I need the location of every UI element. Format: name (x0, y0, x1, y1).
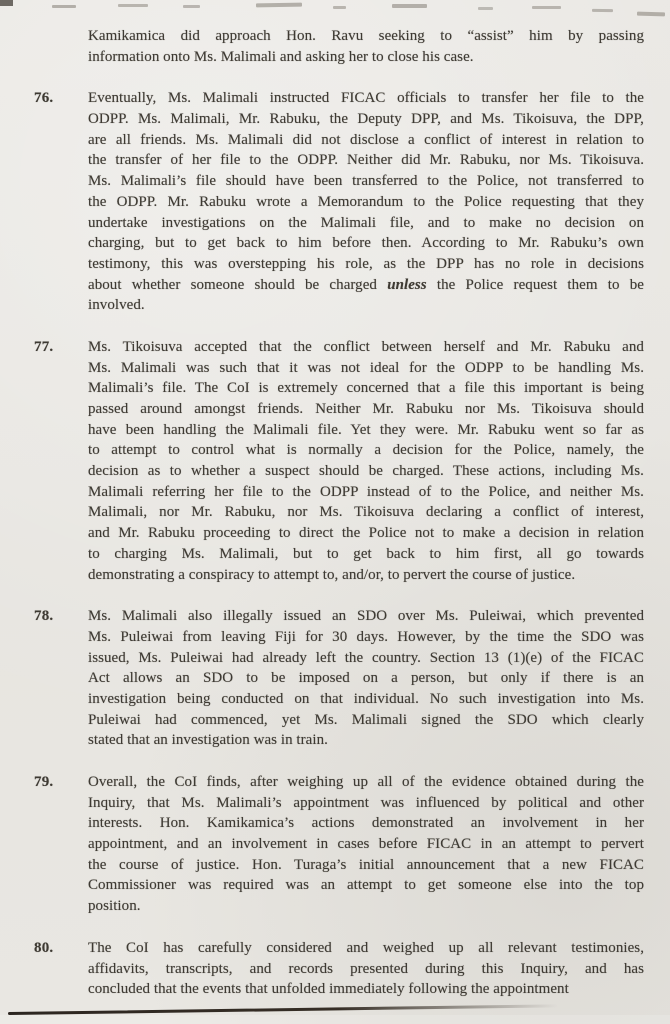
text-line: testimony, this was overstepping his role, as the DPP has no role in decisions (88, 255, 644, 272)
scan-artifact-dash (256, 3, 302, 8)
scan-artifact-corner (0, 0, 13, 6)
text-line: Malimali’s file. The CoI is extremely concerned that a file this important is being (88, 380, 644, 397)
text-line: have been handling the Malimali file. Yet they were. Mr. Rabuku went so far as (88, 421, 644, 438)
paragraph-number: 77. (34, 338, 54, 355)
text-line: decision as to whether a suspect should be charged. These actions, including Ms. (88, 463, 644, 480)
paragraph-number: 78. (34, 608, 54, 625)
text-line: Inquiry, that Ms. Malimali’s appointment was influenced by political and other (88, 794, 644, 811)
scan-artifact-dash (52, 5, 76, 8)
text-line: interests. Hon. Kamikamica’s actions demonstrated an involvement in her (88, 815, 644, 832)
page-edge-below-strip (0, 1015, 670, 1024)
text-line: investigation being conducted on that individual. No such investigation into Ms. (88, 690, 644, 707)
scan-artifact-dash (532, 6, 561, 9)
text-line: involved. (88, 297, 145, 314)
text-line: Puleiwai had commenced, yet Ms. Malimali signed the SDO which clearly (88, 711, 644, 728)
scan-artifact-dash (592, 9, 613, 12)
paragraph-text (88, 606, 644, 751)
scan-artifact-dash (118, 4, 148, 7)
text-line: charging, but to get back to him before then. According to Mr. Rabuku’s own (88, 235, 644, 252)
paragraph-number: 80. (34, 939, 54, 956)
paragraph-text (88, 772, 644, 917)
text-line: Ms. Malimali’s file should have been transferred to the Police, not transferred to (88, 173, 644, 190)
text-line: to attempt to control what is normally a decision for the Police, namely, the (88, 442, 644, 459)
text-line: Kamikamica did approach Hon. Ravu seeking to “assist” him by passing (88, 28, 644, 44)
text-line: are all friends. Ms. Malimali did not disclose a conflict of interest in relation to (88, 131, 644, 148)
paragraph (0, 337, 670, 585)
paragraph (0, 88, 670, 316)
text-line: Malimali, nor Mr. Rabuku, nor Ms. Tikoisuva declaring a conflict of interest, (88, 504, 644, 521)
paragraph (0, 938, 670, 1000)
paragraph-text (88, 938, 644, 1000)
text-line: to charging Ms. Malimali, but to get back to him first, all go towards (88, 545, 644, 562)
text-line: Ms. Tikoisuva accepted that the conflict between herself and Mr. Rabuku and (88, 338, 644, 355)
text-line: issued, Ms. Puleiwai had already left the country. Section 13 (1)(e) of the FICAC (88, 649, 644, 666)
text-line: concluded that the events that unfolded immediately following the appointment (88, 981, 569, 998)
paragraph-number: 76. (34, 90, 54, 107)
emphasis-text: unless (387, 276, 427, 293)
text-line: about whether someone should be charged unless the Police request them to be (88, 276, 644, 293)
text-line: position. (88, 898, 141, 915)
text-line: Eventually, Ms. Malimali instructed FICAC officials to transfer her file to the (88, 90, 644, 107)
text-line: Ms. Malimali was such that it was not ideal for the ODPP to be handling Ms. (88, 359, 644, 376)
text-line: demonstrating a conspiracy to attempt to, and/or, to pervert the course of justice. (88, 566, 576, 583)
text-line: Act allows an SDO to be imposed on a person, but only if there is an (88, 670, 644, 687)
paragraph-number (0, 26, 88, 67)
paragraph-text (88, 337, 644, 585)
scan-artifact-dash (183, 5, 200, 8)
text-line: Ms. Malimali also illegally issued an SDO over Ms. Puleiwai, which prevented (88, 608, 644, 625)
scan-artifact-dash (637, 12, 665, 17)
text-line: the course of justice. Hon. Turaga’s initial announcement that a new FICAC (88, 856, 644, 873)
text-line: Malimali referring her file to the ODPP instead of to the Police, and neither Ms. (88, 483, 644, 500)
text-line: affidavits, transcripts, and records presented during this Inquiry, and has (88, 960, 644, 977)
text-line: The CoI has carefully considered and weighed up all relevant testimonies, (88, 939, 644, 956)
paragraph-number: 79. (34, 774, 54, 790)
text-line: and Mr. Rabuku proceeding to direct the Police not to make a decision in relation (88, 525, 644, 542)
text-line: stated that an investigation was in train. (88, 732, 328, 749)
scan-artifact-dash (392, 4, 427, 8)
text-line: Ms. Puleiwai from leaving Fiji for 30 days. However, by the time the SDO was (88, 628, 644, 645)
text-line: ODPP. Ms. Malimali, Mr. Rabuku, the Deputy DPP, and Ms. Tikoisuva, the DPP, (88, 111, 644, 128)
text-line: undertake investigations on the Malimali file, and to make no decision on (88, 214, 644, 231)
paragraph (0, 606, 670, 751)
scan-artifact-dash (333, 6, 346, 9)
paragraph-text (88, 88, 644, 316)
text-line: Commissioner was required was an attempt to get someone else into the top (88, 877, 644, 894)
text-line: passed around amongst friends. Neither Mr. Rabuku nor Ms. Tikoisuva should (88, 401, 644, 417)
text-line: information onto Ms. Malimali and asking her to close his case. (88, 48, 474, 65)
text-line: the ODPP. Mr. Rabuku wrote a Memorandum to the Police requesting that they (88, 193, 644, 210)
paragraph (0, 26, 670, 67)
text-line: Overall, the CoI finds, after weighing up all of the evidence obtained during the (88, 774, 644, 790)
text-line: the transfer of her file to the ODPP. Neither did Mr. Rabuku, nor Ms. Tikoisuva. (88, 152, 644, 169)
document-body (0, 26, 670, 1021)
paragraph-text (88, 26, 644, 67)
text-line: appointment, and an involvement in cases before FICAC in an attempt to pervert (88, 836, 644, 853)
scan-artifact-dash (478, 7, 493, 10)
paragraph (0, 772, 670, 917)
